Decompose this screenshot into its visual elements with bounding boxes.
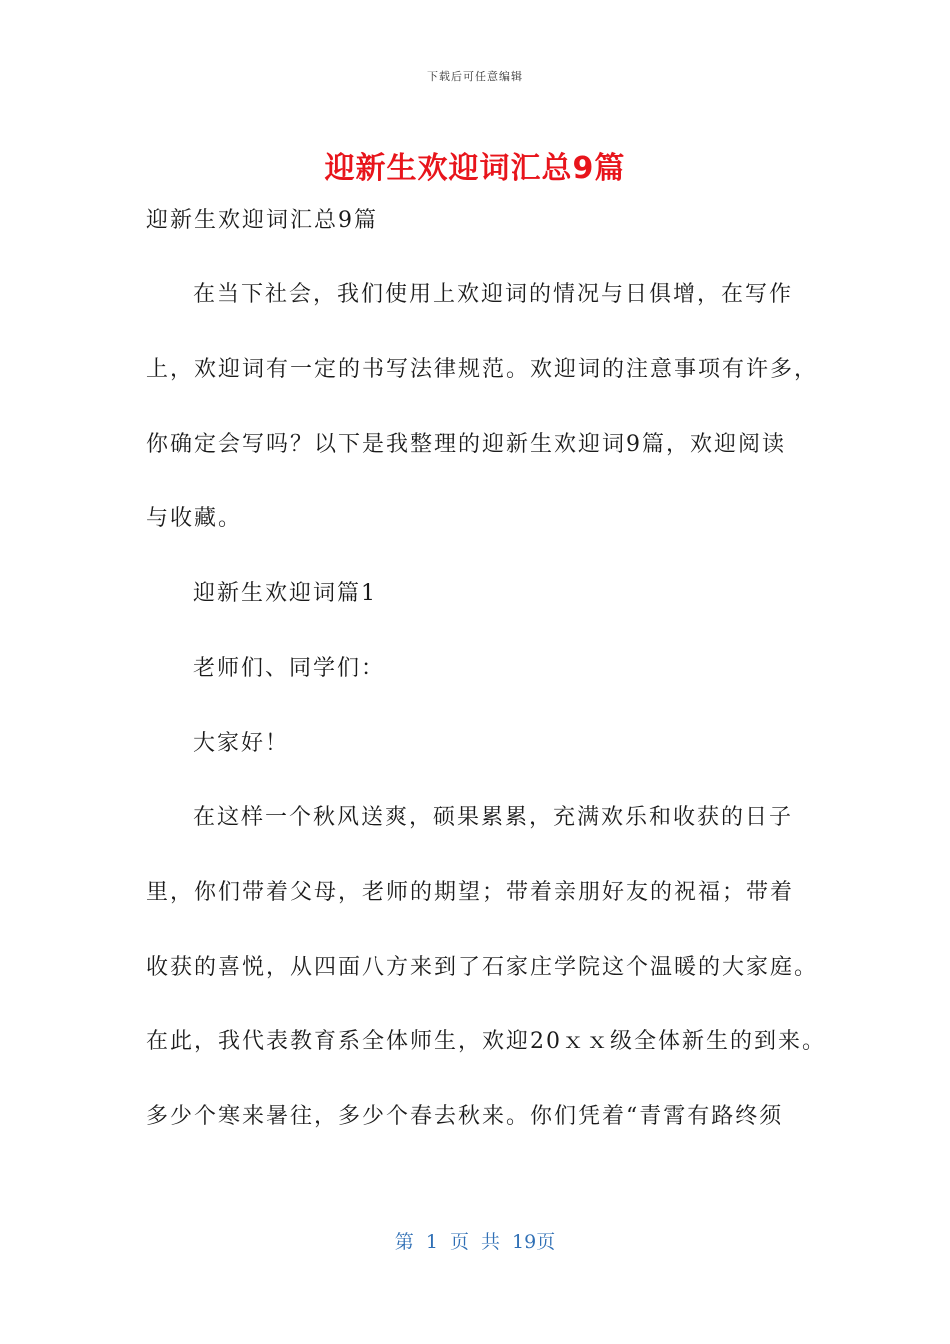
subtitle-line: 迎新生欢迎词汇总9篇 bbox=[146, 208, 378, 233]
paragraph-line: 多少个寒来暑往，多少个春去秋来。你们凭着“青霄有路终须 bbox=[146, 1104, 784, 1129]
section-heading: 迎新生欢迎词篇1 bbox=[193, 581, 377, 606]
paragraph-line: 在这样一个秋风送爽，硕果累累，充满欢乐和收获的日子 bbox=[193, 805, 794, 830]
page-footer: 第 1 页 共 19页 bbox=[394, 1231, 556, 1253]
paragraph-line: 里，你们带着父母，老师的期望；带着亲朋好友的祝福；带着 bbox=[146, 880, 795, 905]
document-title: 迎新生欢迎词汇总9篇 bbox=[324, 151, 626, 186]
paragraph-line: 在当下社会，我们使用上欢迎词的情况与日俱增，在写作 bbox=[193, 282, 794, 307]
salutation-line: 老师们、同学们： bbox=[193, 656, 386, 681]
paragraph-line: 你确定会写吗？以下是我整理的迎新生欢迎词9篇，欢迎阅读 bbox=[146, 432, 786, 457]
greeting-line: 大家好！ bbox=[193, 731, 290, 756]
paragraph-line: 上，欢迎词有一定的书写法律规范。欢迎词的注意事项有许多， bbox=[146, 357, 819, 382]
paragraph-line: 与收藏。 bbox=[146, 506, 243, 531]
header-note: 下载后可任意编辑 bbox=[427, 70, 523, 83]
paragraph-line: 在此，我代表教育系全体师生，欢迎20ｘｘ级全体新生的到来。 bbox=[146, 1029, 826, 1054]
paragraph-line: 收获的喜悦，从四面八方来到了石家庄学院这个温暖的大家庭。 bbox=[146, 955, 819, 980]
